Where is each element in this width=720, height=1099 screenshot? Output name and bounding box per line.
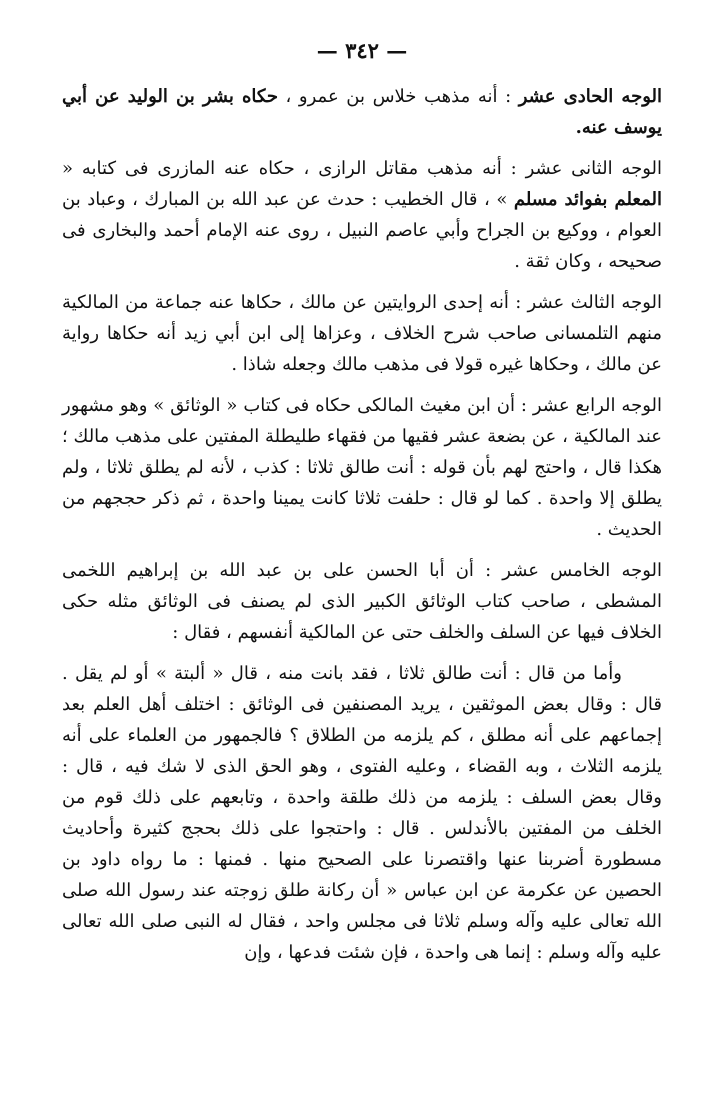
text-segment: وأما من قال : أنت طالق ثلاثا ، فقد بانت منه ، قال « ألبتة » أو لم يقل . قال : وقال بعض الموثقين ، يريد المصنفين فى الوثائق : اختلف أهل العلم بعد إجماعهم على أنه مطلق ، كم يلزمه من الطلاق ؟ فالجمهور من العلماء على أنه يلزمه الثلاث ، وبه القضاء ، وعليه الفتوى ، وهو الحق الذى لا شك فيه ، قال : وقال بعض السلف : يلزمه من ذلك طلقة واحدة ، وتابعهم على ذلك قوم من الخلف من المفتين بالأندلس . قال : واحتجوا على ذلك بحجج كثيرة وأحاديث مسطورة أضربنا عنها واقتصرنا على الصحيح منها . فمنها : ما رواه داود بن الحصين عن عكرمة عن ابن عباس « أن ركانة طلق زوجته عند رسول الله صلى الله تعالى عليه وآله وسلم ثلاثا فى مجلس واحد ، فقال له النبى صلى الله تعالى عليه وآله وسلم : إنما هى واحدة ، فإن شئت فدعها ، وإن xyxy=(62,663,662,963)
paragraph xyxy=(62,287,662,380)
paragraph xyxy=(62,555,662,648)
text-segment: الوجه الثالث عشر : أنه إحدى الروايتين عن مالك ، حكاها عنه جماعة من المالكية منهم التلمسانى صاحب شرح الخلاف ، وعزاها إلى ابن أبي زيد أنه حكاها رواية عن مالك ، وحكاها غيره قولا فى مذهب مالك وجعله شاذا . xyxy=(62,292,662,375)
paragraph xyxy=(62,658,662,968)
text-segment: : أنه مذهب مقاتل الرازى ، حكاه عنه المازرى فى كتابه « xyxy=(62,158,526,179)
paragraph xyxy=(62,390,662,545)
bold-text-segment: حكاه بشر بن الوليد عن أبي يوسف عنه. xyxy=(62,86,662,138)
text-segment: الوجه الرابع عشر : أن ابن مغيث المالكى حكاه فى كتاب « الوثائق » وهو مشهور عند المالكية ، عن بضعة عشر فقيها من فقهاء طليطلة المفتين على مذهب مالك ؛ هكذا قال ، واحتج لهم بأن قوله : أنت طالق ثلاثا : كذب ، لأنه لم يطلق ثلاثا ، ولم يطلق إلا واحدة . كما لو قال : حلفت ثلاثا كانت يمينا واحدة ، ثم ذكر حججهم من الحديث . xyxy=(62,395,662,540)
page-number: — ٣٤٢ — xyxy=(316,38,408,63)
body-text xyxy=(62,81,662,968)
paragraph xyxy=(62,81,662,143)
bold-text-segment: الوجه الحادى عشر xyxy=(518,86,662,107)
text-segment: الوجه الثانى عشر xyxy=(525,158,662,179)
bold-text-segment: المعلم بفوائد مسلم xyxy=(513,189,663,210)
text-segment: : أنه مذهب خلاس بن عمرو ، xyxy=(277,86,519,107)
paragraph xyxy=(62,153,662,277)
text-segment: الوجه الخامس عشر : أن أبا الحسن على بن عبد الله بن إبراهيم اللخمى المشطى ، صاحب كتاب الوثائق الكبير الذى لم يصنف فى الوثائق مثله حكى الخلاف فيها عن السلف والخلف حتى عن المالكية أنفسهم ، فقال : xyxy=(62,560,662,643)
text-segment: » ، قال الخطيب : حدث عن عبد الله بن المبارك ، وعباد بن العوام ، ووكيع بن الجراح وأبي عاصم النبيل ، روى عنه الإمام أحمد والبخارى فى صحيحه ، وكان ثقة . xyxy=(62,189,662,272)
